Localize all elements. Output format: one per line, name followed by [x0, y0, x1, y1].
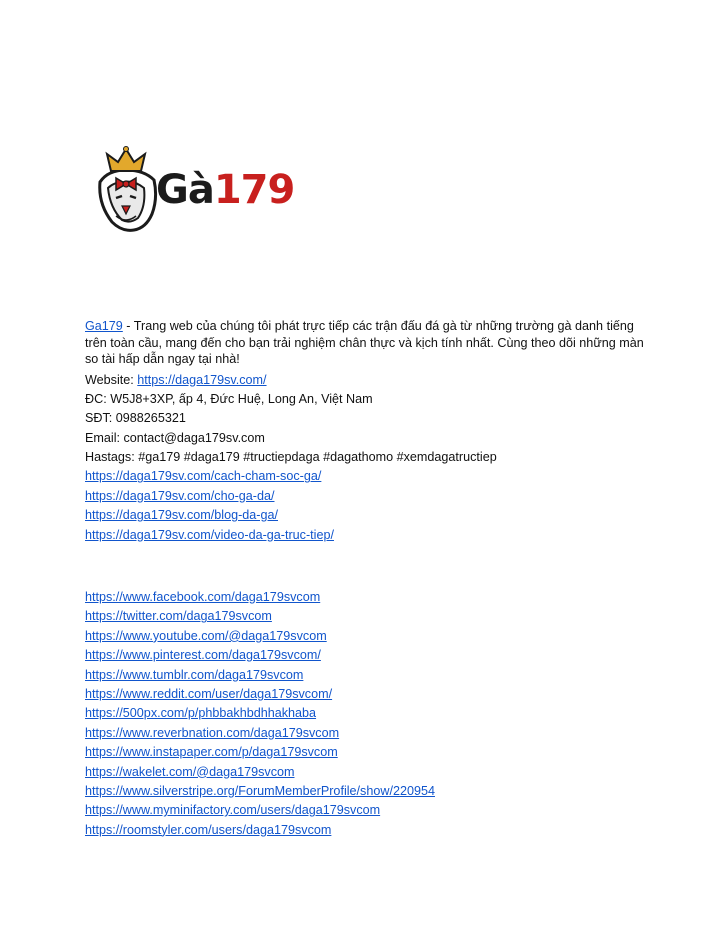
document-body — [85, 318, 645, 840]
brand-link[interactable]: Ga179 — [85, 319, 123, 333]
social-link-reddit[interactable]: https://www.reddit.com/user/daga179svcom/ — [85, 686, 333, 701]
hashtags-line: Hastags: #ga179 #daga179 #tructiepdaga #dagathomo #xemdagatructiep — [85, 450, 497, 465]
intro-paragraph — [85, 318, 645, 368]
social-link-roomstyler[interactable]: https://roomstyler.com/users/daga179svcom — [85, 822, 332, 837]
social-link-pinterest[interactable]: https://www.pinterest.com/daga179svcom/ — [85, 648, 321, 663]
site-link[interactable]: https://daga179sv.com/blog-da-ga/ — [85, 508, 278, 523]
address-line: ĐC: W5J8+3XP, ấp 4, Đức Huệ, Long An, Việt Nam — [85, 391, 373, 406]
social-link-facebook[interactable]: https://www.facebook.com/daga179svcom — [85, 590, 321, 605]
social-link-twitter[interactable]: https://twitter.com/daga179svcom — [85, 609, 272, 624]
social-link-youtube[interactable]: https://www.youtube.com/@daga179svcom — [85, 628, 327, 643]
spacer — [85, 545, 645, 588]
social-link-silverstripe[interactable]: https://www.silverstripe.org/ForumMemberProfile/show/220954 — [85, 783, 435, 798]
intro-text: - Trang web của chúng tôi phát trực tiếp các trận đấu đá gà từ những trường gà danh tiếng trên toàn cầu, mang đến cho bạn trải nghiệm chân thực và kịch tính nhất. Cùng theo dõi những màn so tài hấp dẫn ngay tại nhà! — [85, 319, 644, 366]
email-line: Email: contact@daga179sv.com — [85, 430, 265, 445]
social-link-500px[interactable]: https://500px.com/p/phbbakhbdhhakhaba — [85, 706, 317, 721]
website-label: Website: — [85, 372, 138, 387]
logo-prefix: Gà — [156, 167, 214, 213]
phone-line: SĐT: 0988265321 — [85, 411, 186, 426]
logo-wordmark — [156, 166, 294, 214]
social-link-reverbnation[interactable]: https://www.reverbnation.com/daga179svcom — [85, 725, 340, 740]
site-link[interactable]: https://daga179sv.com/cach-cham-soc-ga/ — [85, 469, 322, 484]
brand-logo — [94, 144, 295, 234]
site-link[interactable]: https://daga179sv.com/cho-ga-da/ — [85, 488, 275, 503]
logo-number: 179 — [213, 167, 295, 213]
social-link-instapaper[interactable]: https://www.instapaper.com/p/daga179svcom — [85, 745, 338, 760]
website-link[interactable]: https://daga179sv.com/ — [137, 372, 267, 387]
social-link-myminifactory[interactable]: https://www.myminifactory.com/users/daga179svcom — [85, 803, 381, 818]
social-link-tumblr[interactable]: https://www.tumblr.com/daga179svcom — [85, 667, 304, 682]
social-link-wakelet[interactable]: https://wakelet.com/@daga179svcom — [85, 764, 295, 779]
site-link[interactable]: https://daga179sv.com/video-da-ga-truc-tiep/ — [85, 527, 334, 542]
website-line — [85, 371, 645, 390]
